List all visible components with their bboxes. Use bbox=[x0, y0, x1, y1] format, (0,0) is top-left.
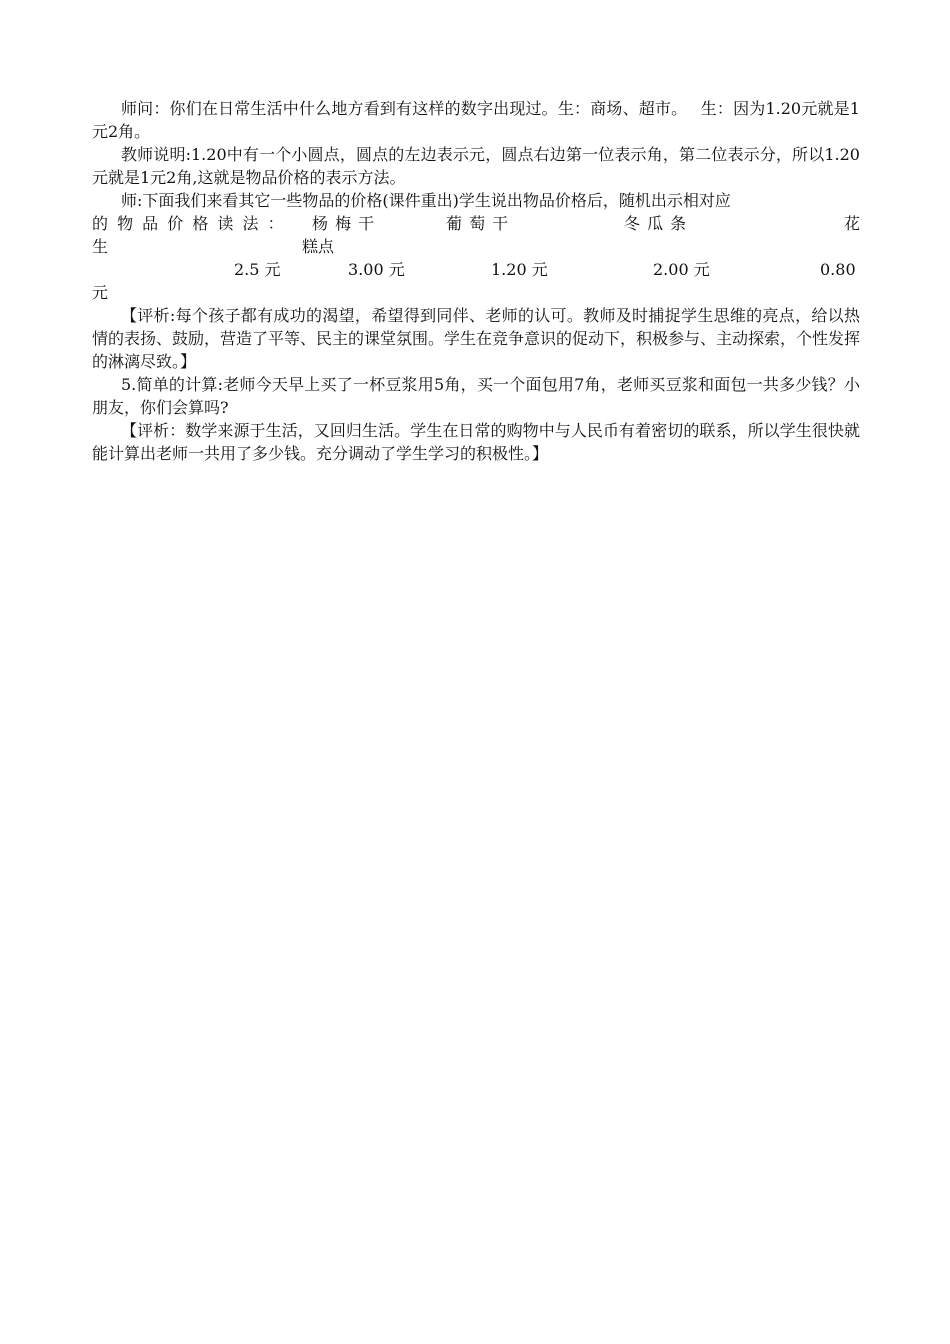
paragraph-teacher-question: 师问：你们在日常生活中什么地方看到有这样的数字出现过。生：商场、超市。 生：因为1.20元就是1元2角。 bbox=[92, 99, 860, 141]
paragraph-simple-calculation: 5.简单的计算:老师今天早上买了一杯豆浆用5角，买一个面包用7角，老师买豆浆和面包一共多少钱？小朋友，你们会算吗? bbox=[92, 375, 860, 417]
price-value: 1.20 元 bbox=[491, 260, 548, 279]
paragraph-price-intro: 师:下面我们来看其它一些物品的价格(课件重出)学生说出物品价格后，随机出示相对应 bbox=[121, 191, 731, 210]
item-label: 葡 萄 干 bbox=[446, 214, 510, 233]
item-label: 冬 瓜 条 bbox=[624, 214, 688, 233]
price-value: 3.00 元 bbox=[348, 260, 405, 279]
paragraph-commentary-2: 【评析：数学来源于生活，又回归生活。学生在日常的购物中与人民币有着密切的联系，所以学生很快就能计算出老师一共用了多少钱。充分调动了学生学习的积极性。】 bbox=[92, 421, 860, 463]
paragraph-teacher-explanation: 教师说明:1.20中有一个小圆点，圆点的左边表示元，圆点右边第一位表示角，第二位表示分，所以1.20元就是1元2角,这就是物品价格的表示方法。 bbox=[92, 145, 860, 187]
price-value: 2.00 元 bbox=[653, 260, 710, 279]
paragraph-commentary-1: 【评析:每个孩子都有成功的渴望，希望得到同伴、老师的认可。教师及时捕捉学生思维的亮点，给以热情的表扬、鼓励，营造了平等、民主的课堂氛围。学生在竞争意识的促动下，积极参与、主动探索，个性发挥的淋漓尽致。】 bbox=[92, 306, 861, 371]
price-value: 2.5 元 bbox=[234, 260, 281, 279]
document-body bbox=[92, 97, 860, 465]
item-label: 花 bbox=[844, 214, 861, 233]
price-reading-rows bbox=[92, 212, 860, 304]
item-label: 生 bbox=[92, 237, 109, 256]
price-value: 0.80 bbox=[820, 260, 856, 279]
item-label: 杨 梅 干 bbox=[312, 214, 376, 233]
item-label: 糕点 bbox=[302, 237, 335, 256]
price-reading-lead: 的 物 品 价 格 读 法 ： bbox=[92, 214, 286, 233]
price-value: 元 bbox=[92, 283, 109, 302]
